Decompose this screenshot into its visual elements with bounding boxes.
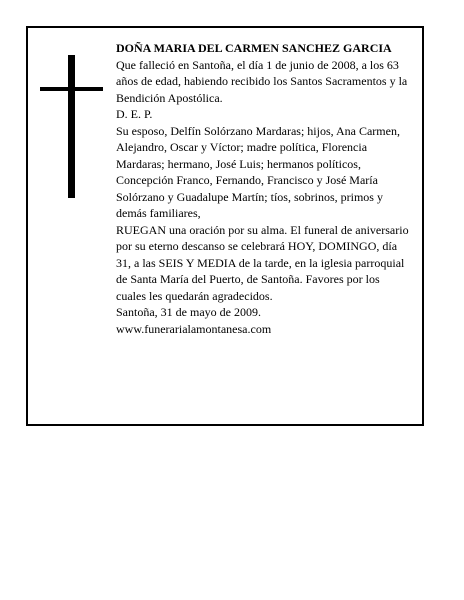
death-details: Que falleció en Santoña, el día 1 de junio de 2008, a los 63 años de edad, habiendo recibido los Santos Sacramentos y la Bendición Apostólica. — [116, 57, 408, 105]
family-list: Su esposo, Delfín Solórzano Mardaras; hijos, Ana Carmen, Alejandro, Oscar y Víctor; madre política, Florencia Mardaras; hermano, José Luis; hermanos políticos, Concepción Franco, Fernando, Francisco y José María Solórzano y Guadalupe Martín; tíos, sobrinos, primos y demás familiares, — [116, 123, 400, 220]
cross-horizontal-bar — [40, 87, 103, 91]
funeral-home-website[interactable]: www.funerarialamontanesa.com — [116, 321, 272, 336]
cross-vertical-bar — [68, 55, 75, 198]
funeral-request: RUEGAN una oración por su alma. El funeral de aniversario por su eterno descanso se celebrará HOY, DOMINGO, día 31, a las SEIS Y MEDIA de la tarde, en la iglesia parroquial de Santa María del Puerto, de Santoña. Favores por los cuales les quedarán agradecidos. — [116, 222, 409, 303]
notice-content — [116, 40, 412, 337]
deceased-name: DOÑA MARIA DEL CARMEN SANCHEZ GARCIA — [116, 41, 392, 55]
place-date: Santoña, 31 de mayo de 2009. — [116, 305, 261, 319]
dep-line: D. E. P. — [116, 107, 153, 121]
obituary-notice — [26, 26, 424, 426]
